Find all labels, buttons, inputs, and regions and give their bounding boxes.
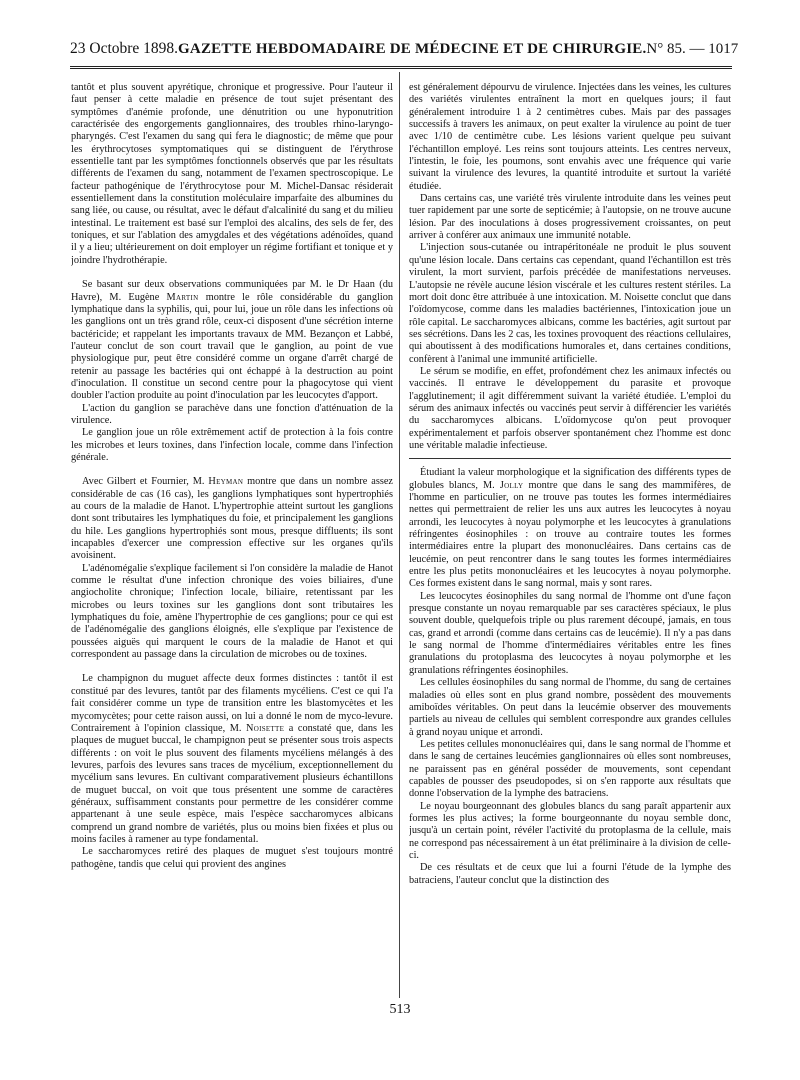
paragraph: Le sérum se modifie, en effet, profondément chez les animaux infectés ou vaccinés. Il entrave le développement du parasite et provoque l'agglutinement; il agit différemment suivant la variété étudiée. L'emploi du sérum des animaux infectés ou vaccinés peut servir à différencier les variétés du saccharomyces albicans. L'oïdomycose qu'on peut provoquer expérimentalement et parfois observer spontanément chez l'homme est donc une véritable maladie infectieuse. (409, 365, 731, 451)
author-name: Jolly (499, 479, 524, 491)
paragraph (71, 476, 393, 562)
paragraph: Le ganglion joue un rôle extrêmement actif de protection à la fois contre les microbes et leurs toxines, dans l'infection locale, comme dans l'infection générale. (71, 427, 393, 463)
paragraph: L'adénomégalie s'explique facilement si l'on considère la maladie de Hanot comme le résultat d'une infection chronique des voies biliaires, d'une angiocholite chronique; l'infection locale, biliaire, retentissant par les microbes ou leurs toxines sur les ganglions dont sont tributaires les lymphatiques du foie, amène l'hypertrophie de ces ganglions; pour ce qui est de l'adénomégalie des ganglions éloignés, elle s'explique par l'existence de poussées aiguës qui marquent le cours de la maladie de Hanot et qui correspondent au passage dans la circulation de microbes ou de toxines. (71, 562, 393, 661)
header-date: 23 Octobre 1898. (70, 40, 179, 57)
author-name: Heyman (208, 476, 244, 488)
text: montre le rôle considérable du ganglion lymphatique dans la syphilis, qui, pour lui, joue un rôle dans les infections où les ganglions ont un très grand rôle, ceux-ci disposent d'une sécrétion interne bactéricide; et rappelant les importants travaux de MM. Bezançon et Labbé, l'auteur conclut de son court travail que le ganglion, au point de vue physiologique pur, peut être considéré comme un organe d'arrêt chargé de retenir au passage les bactéries qui ont échappé à la destruction au point d'inoculation. Il constitue un second centre pour la phagocytose qui vient doubler l'action produite au point d'inoculation par les leucocytes d'apport. (71, 291, 393, 402)
paragraph: est généralement dépourvu de virulence. Injectées dans les veines, les cultures des variétés virulentes entraînent la mort en quelques jours; il faut généralement introduire 1 à 2 centimètres cubes. Mais par des passages successifs à travers les animaux, on peut exalter la virulence au point de tuer avec 1/10 de centimètre cube. Les lésions varient quelque peu suivant l'échantillon employé. Les reins sont toujours atteints. Les centres nerveux, l'intestin, le foie, les poumons, sont envahis avec une fréquence qui varie suivant la virulence des levures, la quantité introduite et surtout la variété étudiée. (409, 82, 731, 192)
page-number: 513 (389, 1002, 411, 1017)
paragraph: L'action du ganglion se parachève dans une fonction d'atténuation de la virulence. (71, 402, 393, 426)
text: Étudiant la valeur morphologique et la signification des différents types de globules blancs, M. (409, 467, 731, 491)
paragraph: Le saccharomyces retiré des plaques de muguet s'est toujours montré pathogène, tandis que celui qui provient des angines (71, 846, 393, 870)
paragraph: Dans certains cas, une variété très virulente introduite dans les veines peut tuer rapidement par une sorte de septicémie; à l'autopsie, on ne trouve aucune lésion. Par des inoculations à doses progressivement croissantes, on peut arriver à conférer aux animaux une immunité notable. (409, 193, 731, 242)
section-separator (409, 458, 731, 459)
column-divider (399, 72, 400, 998)
paragraph: De ces résultats et de ceux que lui a fourni l'étude de la lymphe des batraciens, l'auteur conclut que la distinction des (409, 862, 731, 886)
paragraph (71, 673, 393, 846)
text: Avec Gilbert et Fournier, M. (82, 476, 209, 488)
author-name: Martin (166, 291, 199, 303)
text: montre que dans un nombre assez considérable de cas (16 cas), les ganglions lymphatiques sont hypertrophiés au cours de la maladie de Hanot. L'hypertrophie atteint surtout les ganglions dont sont tributaires les lymphatiques du foie, et principalement les ganglions du hile. Les ganglions hypertrophiés sont mous, presque diffluents; ils sont incapables d'exercer une compression effective sur les organes qu'ils avoisinent. (71, 476, 393, 562)
right-column (409, 82, 731, 994)
text: Le champignon du muguet affecte deux formes distinctes : tantôt il est constitué par des levures, tantôt par des filaments mycéliens. C'est ce qui l'a fait considérer comme un type de transition entre les blastomycètes et les mycomycètes; pour cette raison aussi, on lui a donné le nom de myco-levure. Contrairement à l'opinion classique, M. (71, 673, 393, 734)
paragraph: tantôt et plus souvent apyrétique, chronique et progressive. Pour l'auteur il faut penser à cette maladie en présence de tout sujet présentant des symptômes d'anémie profonde, une dénutrition ou une hyponutrition caractérisée des engorgements ganglionnaires, des troubles rhino-laryngo-pharyngés. C'est l'examen du sang qui fera le diagnostic; de même que pour les érythrocytoses symptomatiques qui se distinguent de l'érythrose essentielle tant par les symptômes fonctionnels observés que par les résultats différents de l'examen du sang, notamment de l'examen spectroscopique. Le facteur pathogénique de l'érythrocytose pour M. Michel-Dansac résiderait essentiellement dans la constitution moléculaire imparfaite des albumines du sang liée, ou cause, ou résultat, avec le défaut d'alcalinité du sang et du milieu intestinal. Le traitement est basé sur l'emploi des alcalins, des sels de fer, des toniques, et sur l'ablation des amygdales et des végétations adénoïdes, quand il y a lieu; ultérieurement on doit employer un régime fortifiant et tonique et y joindre l'hydrothérapie. (71, 82, 393, 266)
running-header (70, 40, 739, 64)
header-title: GAZETTE HEBDOMADAIRE DE MÉDECINE ET DE CHIRURGIE. (178, 41, 647, 57)
paragraph: L'injection sous-cutanée ou intrapéritonéale ne produit le plus souvent qu'une lésion locale. Dans certains cas cependant, quand l'échantillon est très virulent, la mort survient, parfois précédée de manifestations nerveuses. L'autopsie ne révèle aucune lésion viscérale et les cultures restent stériles. La mort doit donc être attribuée à une intoxication. M. Noisette conclut que dans l'oïdomycose, comme dans les maladies bactériennes, l'intoxication joue un rôle capital. Le saccharomyces albicans, comme les bactéries, agit surtout par ses sécrétions. Dans les 2 cas, les toxines provoquent des réactions cellulaires, qui aboutissent à des modifications humorales et, dans certaines conditions, confèrent à l'animal une immunité artificielle. (409, 242, 731, 365)
author-name: Noisette (245, 722, 285, 734)
paragraph: Les petites cellules mononucléaires qui, dans le sang normal de l'homme et dans le sang de certaines leucémies ganglionnaires où elles sont nombreuses, ne paraissent pas en général posséder de mouvements, sont cependant capables de pousser des pseudopodes, si on s'en rapporte aux résultats que donne l'observation de la lymphe des batraciens. (409, 738, 731, 800)
paragraph (71, 279, 393, 402)
header-rule-bottom (70, 68, 732, 69)
header-rule-top (70, 66, 732, 67)
paragraph: Les cellules éosinophiles du sang normal de l'homme, du sang de certaines maladies où elles sont en plus grand nombre, possèdent des mouvements amiboïdes véritables. On peut dans la leucémie observer des mouvements partiels au niveau de cellules qui semblent correspondre aux grandes cellules à grand noyau unique et arrondi. (409, 677, 731, 738)
paragraph (409, 467, 731, 590)
text: montre que dans le sang des mammifères, de l'homme en particulier, on ne trouve pas toutes les formes intermédiaires nettes qui permettraient de relier les uns aux autres les leucocytes à noyau arrondi, les leucocytes à noyau polymorphe et les leucocytes à granulations réfringentes éosinophiles : on trouve au contraire toutes les formes intermédiaires entre la plupart des mononucléaires. Dans certains cas de leucémie, on peut rencontrer dans le sang toutes les formes intermédiaires entre les plus petits mononucléaires et les leucocytes à noyau polymorphe. Ces formes existent dans le sang normal, mais y sont rares. (409, 479, 731, 590)
left-column (71, 82, 393, 994)
text: Se basant sur deux observations communiquées par M. le Dr Haan (du Havre), M. Eugène (71, 279, 393, 303)
text: a constaté que, dans les plaques de muguet buccal, le champignon peut se présenter sous trois aspects différents : on voit le plus souvent des filaments mycéliens mélangés à des levures, parfois des levures sans traces de mycélium, exceptionnellement du mycélium sans levures. En cultivant comparativement plusieurs échantillons de muguet buccal, on voit que tous présentent une somme de caractères généraux, suffisamment constants pour permettre de les considérer comme appartenant à une seule espèce, mais l'espèce saccharomyces albicans comprend un grand nombre de variétés, plus ou moins bien fixées et plus ou moins faciles à ramener au type fondamental. (71, 722, 393, 845)
header-issue-number: N° 85. — 1017 (646, 41, 739, 57)
paragraph: Le noyau bourgeonnant des globules blancs du sang paraît appartenir aux formes les plus actives; la forme bourgeonnante du noyau semble donc, jusqu'à un certain point, révéler l'activité du protoplasma de la cellule, mais ne correspond pas nécessairement à un état préliminaire à la division de celle-ci. (409, 800, 731, 861)
paragraph: Les leucocytes éosinophiles du sang normal de l'homme ont d'une façon presque constante un noyau remarquable par ses caractères spéciaux, le plus souvent double, quelquefois triple ou plus rarement découpé, jamais, en tous cas, grand et arrondi (comme dans certains cas de leucémie). Il n'y a pas dans le sang normal de l'homme d'intermédiaires véritables entre les fines granulations du protoplasma des leucocytes à noyau polymorphe et les granulations réfringentes éosinophiles. (409, 590, 731, 676)
